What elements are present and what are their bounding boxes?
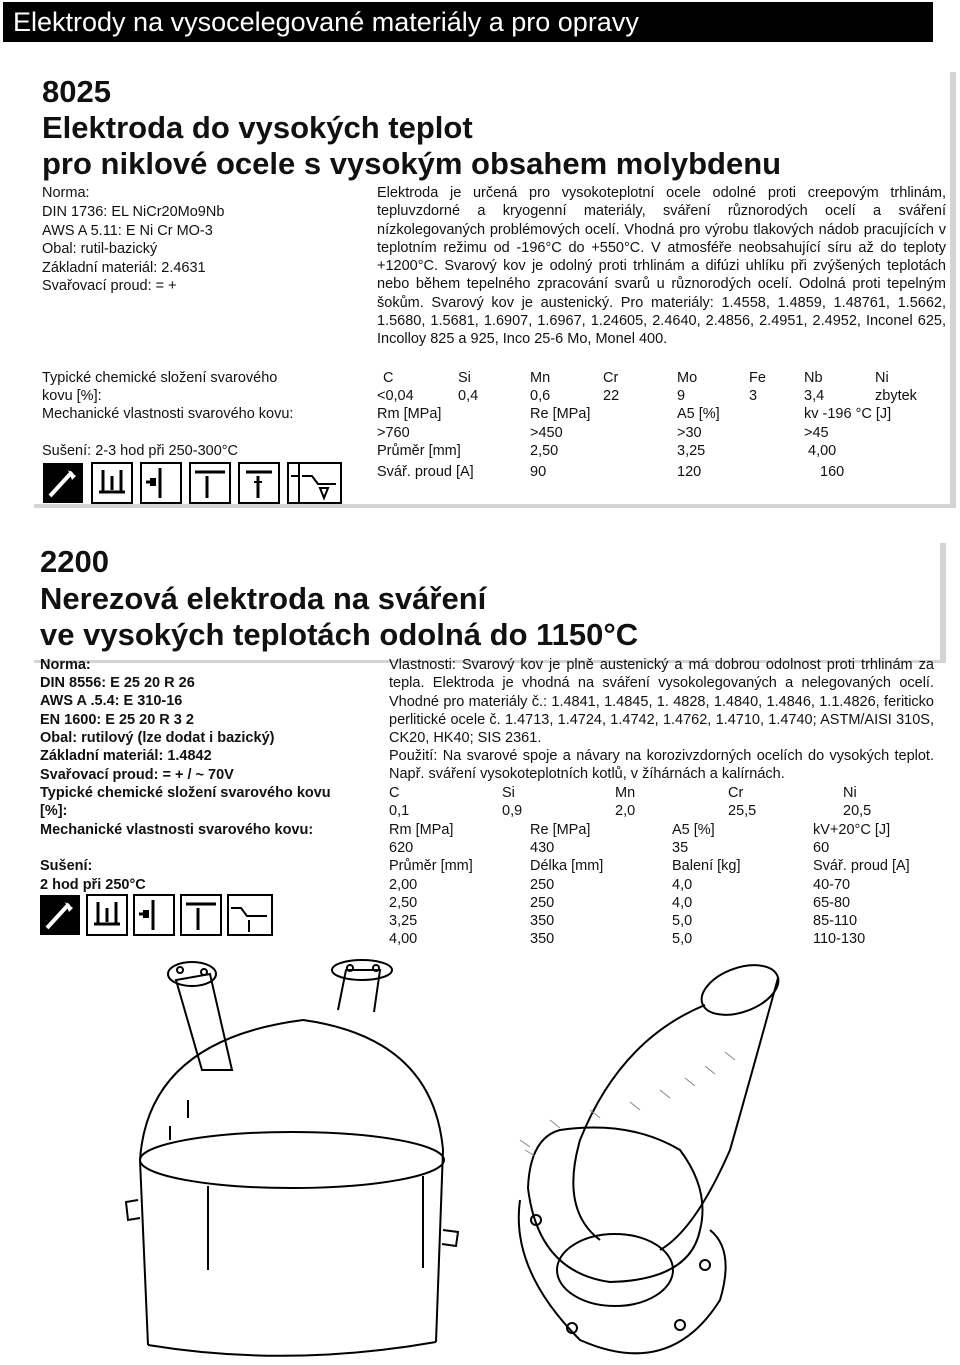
sec1-current-value: 90 bbox=[530, 464, 547, 480]
sec2-dims-cell: 85-110 bbox=[813, 913, 858, 929]
sec2-left-line: Sušení: bbox=[40, 858, 93, 874]
pipe-elbow-illustration bbox=[490, 820, 795, 1365]
sec1-chem-head: Nb bbox=[804, 370, 823, 386]
sec2-chem-value: 2,0 bbox=[615, 803, 636, 819]
sec1-din: DIN 1736: EL NiCr20Mo9Nb bbox=[42, 204, 225, 220]
sec2-dims-cell: 3,25 bbox=[389, 913, 418, 929]
sec1-chem-value: <0,04 bbox=[377, 388, 414, 404]
page-title: Elektrody na vysocelegované materiály a pro opravy bbox=[13, 7, 639, 37]
sec1-mech-value: >30 bbox=[677, 425, 702, 441]
sec2-mech-value: 430 bbox=[530, 840, 555, 856]
sec2-left-line: AWS A .5.4: E 310-16 bbox=[40, 693, 183, 709]
sec1-obal: Obal: rutil-bazický bbox=[42, 241, 158, 257]
sec1-chem-head: Cr bbox=[603, 370, 619, 386]
sec2-dims-cell: 5,0 bbox=[672, 913, 693, 929]
sec1-norma-label: Norma: bbox=[42, 185, 90, 201]
position-pa-icon bbox=[43, 463, 83, 503]
sec2-chem-head: Cr bbox=[728, 785, 744, 801]
sec2-dims-cell: 4,0 bbox=[672, 877, 693, 893]
sec2-dims-cell: 40-70 bbox=[813, 877, 851, 893]
sec1-mech-value: >760 bbox=[377, 425, 410, 441]
sec2-dims-cell: 4,0 bbox=[672, 895, 693, 911]
sec2-dims-cell: 5,0 bbox=[672, 931, 693, 947]
sec1-current-value: 120 bbox=[677, 464, 702, 480]
sec2-dims-cell: 350 bbox=[530, 931, 555, 947]
sec2-title-line2: ve vysokých teplotách odolná do 1150°C bbox=[40, 617, 639, 652]
sec2-dims-cell: 2,50 bbox=[389, 895, 418, 911]
sec1-proud: Svařovací proud: = + bbox=[42, 278, 177, 294]
sec1-chem-value: 22 bbox=[603, 388, 620, 404]
sec1-chem-value: zbytek bbox=[875, 388, 917, 404]
sec2-mech-head: Re [MPa] bbox=[530, 822, 591, 838]
position-pc-icon bbox=[141, 463, 181, 503]
sec2-dims-head: Průměr [mm] bbox=[389, 858, 473, 874]
sec1-code: 8025 bbox=[42, 74, 111, 109]
sec2-chem-head: Mn bbox=[615, 785, 636, 801]
sec1-diam-label: Průměr [mm] bbox=[377, 443, 461, 459]
position-pe-icon bbox=[181, 895, 221, 935]
pressure-vessel-illustration bbox=[118, 950, 463, 1365]
sec2-mech-head: A5 [%] bbox=[672, 822, 715, 838]
position-pg-down-icon bbox=[298, 462, 346, 504]
sec2-dims-cell: 2,00 bbox=[389, 877, 418, 893]
sec1-chem-value: 0,4 bbox=[458, 388, 479, 404]
sec2-left-line: Svařovací proud: = + / ~ 70V bbox=[40, 767, 234, 783]
sec2-chem-head: Si bbox=[502, 785, 515, 801]
sec2-dims-cell: 110-130 bbox=[813, 931, 866, 947]
sec1-chem-value: 0,6 bbox=[530, 388, 551, 404]
sec1-title-line1: Elektroda do vysokých teplot bbox=[42, 110, 473, 145]
sec1-diam-value: 4,00 bbox=[808, 443, 837, 459]
position-pe-icon bbox=[190, 463, 230, 503]
sec2-left-line: EN 1600: E 25 20 R 3 2 bbox=[40, 712, 194, 728]
sec2-left-line: DIN 8556: E 25 20 R 26 bbox=[40, 675, 195, 691]
sec2-chem-value: 0,9 bbox=[502, 803, 523, 819]
sec2-chem-head: C bbox=[389, 785, 400, 801]
position-pb-icon bbox=[87, 895, 127, 935]
sec2-chem-value: 0,1 bbox=[389, 803, 410, 819]
sec2-dims-cell: 250 bbox=[530, 895, 555, 911]
sec1-chem-value: 9 bbox=[677, 388, 686, 404]
sec1-diam-value: 3,25 bbox=[677, 443, 706, 459]
sec1-mech-label: Mechanické vlastnosti svarového kovu: bbox=[42, 406, 294, 422]
position-pa-icon bbox=[40, 895, 80, 935]
sec1-current-label: Svář. proud [A] bbox=[377, 464, 474, 480]
sec2-mech-value: 35 bbox=[672, 840, 689, 856]
sec2-dims-cell: 4,00 bbox=[389, 931, 418, 947]
position-pf-icon bbox=[228, 895, 272, 935]
sec1-mech-head: kv -196 °C [J] bbox=[804, 406, 892, 422]
sec2-dims-cell: 65-80 bbox=[813, 895, 851, 911]
sec2-dims-head: Délka [mm] bbox=[530, 858, 604, 874]
sec1-chem-label-2: kovu [%]: bbox=[42, 388, 102, 404]
sec2-title-line1: Nerezová elektroda na sváření bbox=[40, 581, 487, 616]
sec2-code: 2200 bbox=[40, 544, 109, 579]
sec1-chem-head: Fe bbox=[749, 370, 766, 386]
sec1-mech-value: >45 bbox=[804, 425, 829, 441]
sec2-left-line: Obal: rutilový (lze dodat i bazický) bbox=[40, 730, 275, 746]
sec1-chem-head: C bbox=[383, 370, 394, 386]
sec1-title-line2: pro niklové ocele s vysokým obsahem molybdenu bbox=[42, 146, 782, 181]
sec2-dims-cell: 350 bbox=[530, 913, 555, 929]
welding-positions-icons-sec2 bbox=[39, 894, 279, 938]
sec2-left-line: 2 hod při 250°C bbox=[40, 877, 146, 893]
sec1-diam-value: 2,50 bbox=[530, 443, 559, 459]
sec2-left-line: [%]: bbox=[40, 803, 68, 819]
sec1-chem-head: Si bbox=[458, 370, 471, 386]
sec1-chem-label: Typické chemické složení svarového bbox=[42, 370, 278, 386]
sec1-aws: AWS A 5.11: E Ni Cr MO-3 bbox=[42, 223, 213, 239]
sec1-mech-value: >450 bbox=[530, 425, 563, 441]
sec2-mech-value: 60 bbox=[813, 840, 830, 856]
sec1-mech-head: Re [MPa] bbox=[530, 406, 591, 422]
sec1-mech-head: A5 [%] bbox=[677, 406, 720, 422]
sec2-mech-value: 620 bbox=[389, 840, 414, 856]
sec2-mech-head: kV+20°C [J] bbox=[813, 822, 891, 838]
sec1-current-value: 160 bbox=[820, 464, 845, 480]
sec1-zakladni: Základní materiál: 2.4631 bbox=[42, 260, 206, 276]
sec2-left-line: Norma: bbox=[40, 657, 91, 673]
sec2-usage: Použití: Na svarové spoje a návary na korozivzdorných ocelích do vysokých teplot. Např. sváření vysokoteplotních kotlů, v žíhárnách a kalírnách. bbox=[389, 748, 934, 783]
sec2-left-line: Základní materiál: 1.4842 bbox=[40, 748, 212, 764]
page-title-bar bbox=[3, 2, 933, 42]
sec2-chem-value: 25,5 bbox=[728, 803, 757, 819]
sec2-left-line: Mechanické vlastnosti svarového kovu: bbox=[40, 822, 314, 838]
sec1-chem-value: 3 bbox=[749, 388, 758, 404]
sec2-mech-head: Rm [MPa] bbox=[389, 822, 454, 838]
sec2-left-line: Typické chemické složení svarového kovu bbox=[40, 785, 331, 801]
position-pb-icon bbox=[92, 463, 132, 503]
sec2-dims-head: Balení [kg] bbox=[672, 858, 741, 874]
sec1-drying: Sušení: 2-3 hod při 250-300°C bbox=[42, 443, 239, 459]
sec1-description: Elektroda je určená pro vysokoteplotní ocele odolné proti creepovým trhlinám, tepluvzdorné a kryogenní materiály, sváření různorodých ocelí a sváření nízkolegovaných problémových ocelí. Vhodná pro výrobu tlakových nádob pracujících v teplotním režimu od -196°C do +550°C. V atmosféře neobsahující síru až do teploty +1200°C. Svarový kov je odolný proti trhlinám a difúzi uhlíku při zvýšených teplotách nebo během tepelného zpracování svarů u různorodých ocelí. Odolná proti tepelným šokům. Svarový kov je austenický. Pro materiály: 1.4558, 1.4859, 1.48761, 1.5662, 1.5680, 1.5681, 1.6907, 1.6967, 1.24605, 2.4640, 2.4856, 2.4951, 2.4952, Inconel 625, Incolloy 825 a 925, Inco 25-6 Mo, Monel 400. bbox=[377, 185, 946, 348]
sec1-chem-head: Mo bbox=[677, 370, 698, 386]
position-pf-icon bbox=[239, 463, 279, 503]
position-pc-icon bbox=[134, 895, 174, 935]
sec1-chem-head: Mn bbox=[530, 370, 551, 386]
sec2-chem-value: 20,5 bbox=[843, 803, 872, 819]
sec1-chem-value: 3,4 bbox=[804, 388, 825, 404]
sec2-dims-cell: 250 bbox=[530, 877, 555, 893]
sec1-mech-head: Rm [MPa] bbox=[377, 406, 442, 422]
sec1-chem-head: Ni bbox=[875, 370, 889, 386]
sec2-description: Vlastnosti: Svarový kov je plně austenický a má dobrou odolnost proti trhlinám za tepla. Elektroda je vhodná na sváření vysokolegovaných a nelegovaných ocelí. Vhodné pro materiály č.: 1.4841, 1.4845, 1. 4828, 1.4840, 1.4846, 1.1.4826, feriticko perlitické ocele č. 1.4713, 1.4724, 1.4742, 1.4762, 1.4710, 1.4740; ASTM/AISI 310S, CK20, HK40; SIS 2361. bbox=[389, 657, 934, 747]
sec2-dims-head: Svář. proud [A] bbox=[813, 858, 910, 874]
sec2-chem-head: Ni bbox=[843, 785, 857, 801]
